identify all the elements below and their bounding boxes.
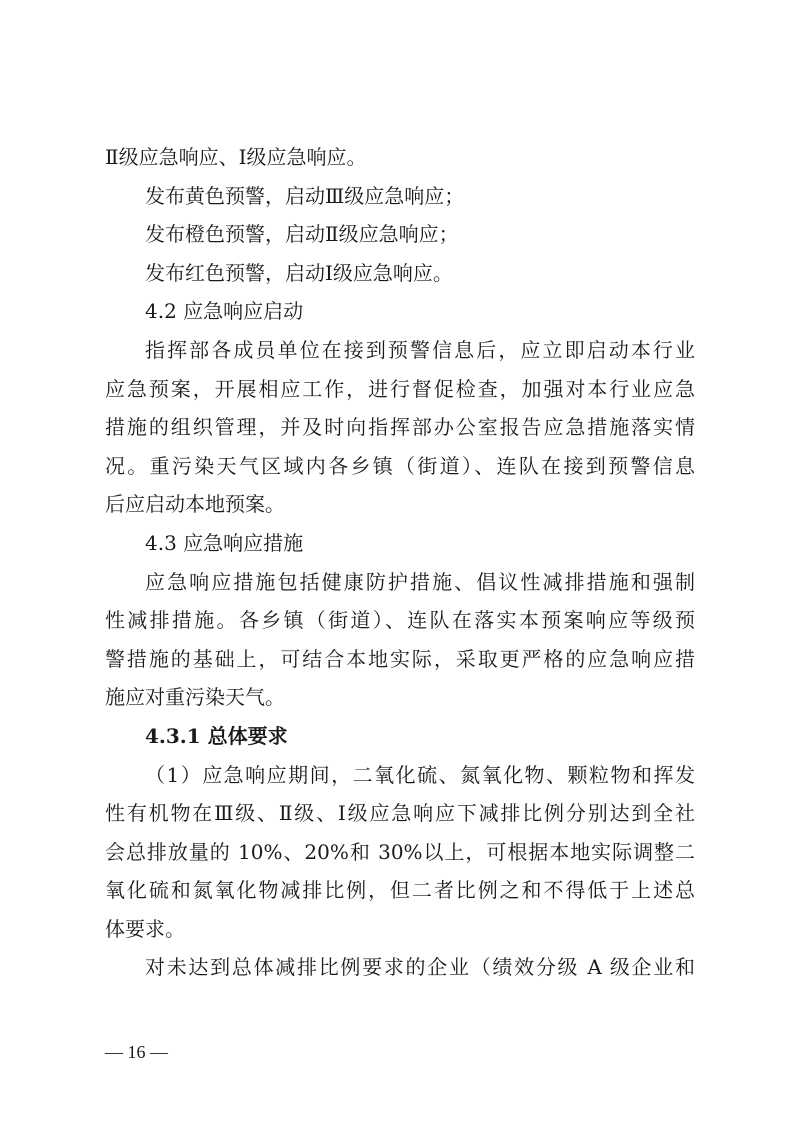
text-line: 警措施的基础上，可结合本地实际，采取更严格的应急响应措 (105, 646, 695, 671)
section-heading: 4.3 应急响应措施 (145, 530, 304, 555)
text-line: 性有机物在Ⅲ级、Ⅱ级、Ⅰ级应急响应下减排比例分别达到全社 (105, 801, 695, 826)
text-line: 体要求。 (105, 916, 185, 941)
text-line: 发布红色预警，启动Ⅰ级应急响应。 (145, 260, 453, 285)
text-line: 应急预案，开展相应工作，进行督促检查，加强对本行业应急 (105, 376, 695, 401)
text-line: 措施的组织管理，并及时向指挥部办公室报告应急措施落实情 (105, 415, 695, 440)
text-line: 发布橙色预警，启动Ⅱ级应急响应； (145, 222, 459, 247)
text-line: 性减排措施。各乡镇（街道）、连队在落实本预案响应等级预 (105, 608, 695, 633)
text-line: 指挥部各成员单位在接到预警信息后，应立即启动本行业 (145, 337, 695, 362)
text-line: 对未达到总体减排比例要求的企业（绩效分级 A 级企业和 (145, 955, 695, 980)
text-line: （1）应急响应期间，二氧化硫、氮氧化物、颗粒物和挥发 (145, 762, 695, 787)
page-number: — 16 — (105, 1042, 168, 1062)
text-line: Ⅱ级应急响应、Ⅰ级应急响应。 (105, 145, 367, 169)
text-line: 况。重污染天气区域内各乡镇（街道）、连队在接到预警信息 (105, 453, 695, 478)
text-line: 应急响应措施包括健康防护措施、倡议性减排措施和强制 (145, 569, 695, 594)
text-line: 发布黄色预警，启动Ⅲ级应急响应； (145, 183, 465, 208)
body-text (105, 138, 695, 987)
section-heading: 4.2 应急响应启动 (145, 299, 304, 324)
text-line: 施应对重污染天气。 (105, 685, 285, 710)
text-line: 后应启动本地预案。 (105, 492, 285, 517)
text-line: 会总排放量的 10%、20%和 30%以上，可根据本地实际调整二 (105, 839, 695, 864)
section-heading: 4.3.1 总体要求 (145, 723, 288, 748)
text-line: 氧化硫和氮氧化物减排比例，但二者比例之和不得低于上述总 (105, 878, 695, 903)
